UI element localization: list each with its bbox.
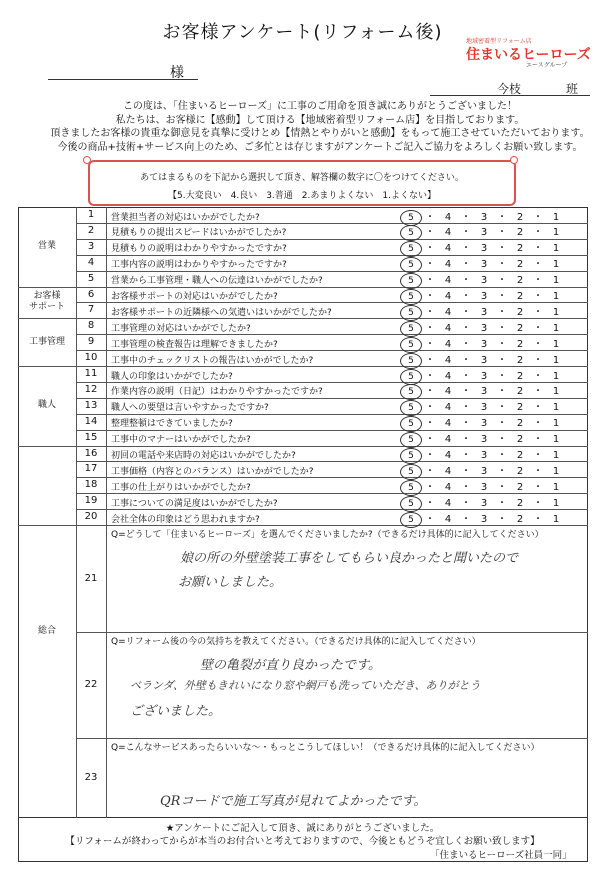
rating-option[interactable]: 1 (552, 450, 560, 461)
rating-separator: ・ (425, 259, 435, 271)
handwritten-answer: ベランダ、外壁もきれいになり窓や網戸も洗っていただき、ありがとう (130, 679, 481, 692)
rating-separator: ・ (461, 322, 471, 334)
rating-option[interactable]: 1 (552, 354, 560, 366)
question-text: 見積もりの説明はわかりやすかったですか? (111, 244, 287, 255)
question-number: 12 (84, 383, 98, 395)
rating-option-selected[interactable]: 5 (400, 480, 422, 496)
question-text: 会社全体の印象はどう思われますか? (111, 514, 260, 525)
rating-separator: ・ (425, 481, 435, 493)
rating-separator: ・ (425, 418, 435, 430)
rating-option-selected[interactable]: 5 (400, 353, 422, 369)
category-label-line: お客様 (33, 291, 61, 302)
rating-separator: ・ (425, 291, 435, 302)
rating-option-selected[interactable]: 5 (400, 321, 422, 337)
rating-legend: 【5.大変良い 4.良い 3.普通 2.あまりよくない 1.よくない】 (168, 191, 436, 201)
rating-separator: ・ (425, 338, 435, 350)
question-number: 19 (84, 495, 98, 507)
rating-separator: ・ (461, 418, 471, 430)
rating-separator: ・ (533, 227, 543, 239)
rating-option[interactable]: 4 (444, 434, 452, 446)
rating-option[interactable]: 4 (444, 243, 452, 255)
rating-option-selected[interactable]: 5 (400, 210, 422, 226)
rating-separator: ・ (533, 450, 543, 461)
rating-separator: ・ (533, 386, 543, 398)
footer-thanks: ★アンケートにご記入して頂き、誠にありがとうございました。 (165, 823, 440, 834)
rating-option[interactable]: 3 (480, 322, 488, 334)
rating-separator: ・ (425, 275, 435, 287)
rating-option[interactable]: 2 (516, 275, 524, 287)
question-text: 工事価格（内容とのバランス）はいかがでしたか? (111, 466, 314, 477)
rating-option-selected[interactable]: 5 (400, 384, 422, 400)
rating-option[interactable]: 3 (480, 259, 488, 271)
rating-option[interactable]: 3 (480, 465, 488, 477)
rating-option[interactable]: 3 (480, 306, 488, 318)
intro-line: この度は、「住まいるヒーローズ」に工事のご用命を頂き誠にありがとうございました！ (122, 101, 518, 112)
rating-option[interactable]: 3 (480, 513, 488, 525)
row-divider (76, 632, 588, 633)
rating-separator: ・ (497, 322, 507, 334)
question-text: 工事内容の説明はわかりやすかったですか? (111, 260, 287, 271)
open-question-text: Q=こんなサービスあったらいいな〜・もっとこうしてほしい！（できるだけ具体的に記入してください） (111, 743, 540, 753)
rating-separator: ・ (461, 227, 471, 239)
handwritten-answer: QRコードで施工写真が見れてよかったです。 (160, 794, 427, 809)
rating-option[interactable]: 1 (552, 243, 560, 255)
rating-separator: ・ (497, 465, 507, 477)
rating-separator: ・ (461, 386, 471, 398)
logo-brand: 住まいるヒーローズ (466, 47, 591, 63)
rating-option[interactable]: 4 (444, 450, 452, 461)
rating-option-selected[interactable]: 5 (400, 416, 422, 432)
rating-separator: ・ (461, 465, 471, 477)
rating-separator: ・ (425, 402, 435, 414)
rating-option[interactable]: 2 (516, 211, 524, 223)
question-text: 工事管理の検査報告は理解できましたか? (111, 339, 278, 350)
rating-separator: ・ (461, 402, 471, 414)
rating-option[interactable]: 2 (516, 434, 524, 446)
rating-option[interactable]: 2 (516, 306, 524, 318)
rating-separator: ・ (497, 402, 507, 414)
rating-separator: ・ (533, 338, 543, 350)
rating-separator: ・ (497, 497, 507, 509)
rating-option[interactable]: 3 (480, 338, 488, 350)
rating-option-selected[interactable]: 5 (400, 257, 422, 273)
rating-separator: ・ (533, 306, 543, 318)
rating-separator: ・ (533, 354, 543, 366)
rating-separator: ・ (533, 291, 543, 302)
rating-option[interactable]: 1 (552, 259, 560, 271)
rating-option[interactable]: 3 (480, 275, 488, 287)
rating-option-selected[interactable]: 5 (400, 273, 422, 289)
rating-option-selected[interactable]: 5 (400, 241, 422, 257)
rating-option[interactable]: 2 (516, 227, 524, 239)
rating-separator: ・ (461, 259, 471, 271)
intro-line: 私たちは、お客様に【感動】して頂ける【地域密着型リフォーム店】を目指しております。 (115, 114, 525, 126)
rating-option[interactable]: 1 (552, 497, 560, 509)
handwritten-answer: ございました。 (130, 704, 222, 719)
rating-option[interactable]: 1 (552, 481, 560, 493)
question-text: 営業担当者の対応はいかがでしたか? (111, 212, 260, 223)
question-number: 4 (87, 256, 95, 268)
rating-option[interactable]: 1 (552, 370, 560, 382)
rating-separator: ・ (497, 418, 507, 430)
intro-line: 今後の商品+技術+サービス向上のため、ご多忙とは存じますがアンケートご記入ご協力をよろしくお願い致します。 (57, 141, 583, 153)
rating-option[interactable]: 2 (516, 481, 524, 493)
question-number: 21 (84, 572, 98, 584)
rating-separator: ・ (497, 370, 507, 382)
rating-separator: ・ (425, 450, 435, 461)
rating-separator: ・ (497, 259, 507, 271)
rating-separator: ・ (461, 513, 471, 525)
question-number: 10 (84, 352, 98, 364)
rating-option[interactable]: 2 (516, 450, 524, 461)
rating-separator: ・ (533, 418, 543, 430)
question-text: お客様サポートの近隣様への気遣いはいかがでしたか? (111, 307, 332, 318)
rating-separator: ・ (425, 322, 435, 334)
category-label-line: 工事管理 (28, 336, 65, 347)
rating-option[interactable]: 1 (552, 465, 560, 477)
question-number: 3 (87, 240, 95, 252)
rating-separator: ・ (497, 450, 507, 461)
rating-separator: ・ (461, 481, 471, 493)
question-text: 工事中のチェックリストの報告はいかがでしたか? (111, 355, 314, 366)
rating-scale (400, 510, 566, 528)
rating-option[interactable]: 3 (480, 354, 488, 366)
rating-separator: ・ (425, 227, 435, 239)
handwritten-answer: 娘の所の外壁塗装工事をしてもらい良かったと聞いたので (180, 551, 519, 566)
rating-option[interactable]: 3 (480, 243, 488, 255)
footer-signature: 「住まいるヒーローズ社員一同」 (430, 850, 572, 861)
rating-option-selected[interactable]: 5 (400, 432, 422, 448)
rating-separator: ・ (533, 322, 543, 334)
rating-separator: ・ (461, 497, 471, 509)
rating-option[interactable]: 2 (516, 243, 524, 255)
rating-separator: ・ (533, 370, 543, 382)
rating-separator: ・ (425, 386, 435, 398)
rating-separator: ・ (533, 275, 543, 287)
question-text: 整理整頓はできていましたか? (111, 419, 233, 430)
rating-separator: ・ (425, 243, 435, 255)
rating-option[interactable]: 2 (516, 322, 524, 334)
question-number: 9 (87, 336, 95, 348)
question-text: 見積もりの提出スピードはいかがでしたか? (111, 228, 287, 239)
rating-separator: ・ (497, 386, 507, 398)
rating-option[interactable]: 3 (480, 497, 488, 509)
rating-separator: ・ (533, 481, 543, 493)
handwritten-answer: お願いしました。 (178, 575, 283, 590)
rating-separator: ・ (497, 291, 507, 302)
rating-separator: ・ (461, 370, 471, 382)
rating-separator: ・ (461, 291, 471, 302)
rating-option[interactable]: 4 (444, 497, 452, 509)
rating-option[interactable]: 4 (444, 402, 452, 414)
question-number: 5 (87, 272, 95, 284)
footer-message: 【リフォームが終わってからが本当のお付合いと考えておりますので、今後ともどうぞ宜しくお願い致します】 (65, 836, 540, 847)
question-number: 6 (87, 288, 95, 300)
category-label (18, 337, 76, 348)
category-label (18, 400, 76, 411)
rating-separator: ・ (533, 259, 543, 271)
instruction-line: あてはまるものを下記から選択して頂き、解答欄の数字に〇をつけてください。 (140, 173, 464, 183)
rating-option[interactable]: 1 (552, 402, 560, 414)
question-number: 13 (84, 399, 98, 411)
question-text: お客様サポートの対応はいかがでしたか? (111, 292, 278, 302)
question-number: 11 (84, 368, 98, 379)
rating-separator: ・ (497, 306, 507, 318)
rating-separator: ・ (533, 434, 543, 446)
rating-separator: ・ (533, 402, 543, 414)
rating-option[interactable]: 1 (552, 306, 560, 318)
rating-option[interactable]: 1 (552, 434, 560, 446)
rating-option[interactable]: 4 (444, 259, 452, 271)
rating-option[interactable]: 3 (480, 418, 488, 430)
rating-option[interactable]: 2 (516, 354, 524, 366)
rating-option[interactable]: 4 (444, 291, 452, 302)
staff-team-suffix: 班 (566, 82, 579, 96)
rating-option-selected[interactable]: 5 (400, 496, 422, 512)
rating-option[interactable]: 3 (480, 211, 488, 223)
question-number: 16 (84, 447, 98, 459)
category-label-line: 総合 (37, 626, 56, 637)
question-text: 初回の電話や来店時の対応はいかがでしたか? (111, 451, 296, 461)
staff-name: 今枝 (497, 82, 522, 96)
rating-option[interactable]: 2 (516, 291, 524, 302)
rating-option[interactable]: 4 (444, 338, 452, 350)
rating-option-selected[interactable]: 5 (400, 400, 422, 416)
rating-separator: ・ (461, 306, 471, 318)
open-question-text: Q=リフォーム後の今の気持ちを教えてください。（できるだけ具体的に記入してください） (111, 637, 481, 647)
category-label (18, 241, 76, 252)
rating-option[interactable]: 1 (552, 386, 560, 398)
category-label-line: 職人 (37, 400, 56, 411)
rating-option[interactable]: 4 (444, 306, 452, 318)
rating-option[interactable]: 1 (552, 227, 560, 239)
row-divider (76, 738, 588, 739)
rating-option[interactable]: 3 (480, 481, 488, 493)
rating-separator: ・ (497, 211, 507, 223)
question-number: 7 (87, 304, 95, 316)
rating-option-selected[interactable]: 5 (400, 464, 422, 480)
category-label-line: サポート (28, 302, 65, 313)
open-question-text: Q=どうして「住まいるヒーローズ」を選んでくださいましたか?（できるだけ具体的に記入してください） (111, 530, 544, 540)
rating-option[interactable]: 4 (444, 481, 452, 493)
rating-separator: ・ (425, 465, 435, 477)
rating-option[interactable]: 2 (516, 259, 524, 271)
question-number: 20 (84, 511, 98, 523)
rating-separator: ・ (497, 513, 507, 525)
rating-option[interactable]: 4 (444, 370, 452, 382)
rating-option-selected[interactable]: 5 (400, 369, 422, 385)
rating-option[interactable]: 1 (552, 513, 560, 525)
rating-separator: ・ (425, 434, 435, 446)
rating-separator: ・ (461, 354, 471, 366)
rating-option[interactable]: 1 (552, 338, 560, 350)
rating-option[interactable]: 3 (480, 227, 488, 239)
rating-separator: ・ (425, 306, 435, 318)
rating-option-selected[interactable]: 5 (400, 225, 422, 241)
rating-option[interactable]: 2 (516, 386, 524, 398)
rating-option[interactable]: 2 (516, 513, 524, 525)
category-label-line: 営業 (37, 241, 56, 252)
rating-separator: ・ (533, 497, 543, 509)
rating-separator: ・ (497, 354, 507, 366)
rating-option[interactable]: 1 (552, 418, 560, 430)
rating-option[interactable]: 1 (552, 275, 560, 287)
question-number: 15 (84, 431, 98, 443)
rating-separator: ・ (461, 338, 471, 350)
rating-separator: ・ (497, 275, 507, 287)
question-text: 職人の印象はいかがでしたか? (111, 371, 233, 382)
rating-option[interactable]: 4 (444, 354, 452, 366)
question-number: 17 (84, 463, 98, 475)
rating-option[interactable]: 2 (516, 497, 524, 509)
rating-option[interactable]: 4 (444, 418, 452, 430)
rating-option[interactable]: 3 (480, 450, 488, 461)
rating-option[interactable]: 1 (552, 322, 560, 334)
question-number: 2 (87, 224, 95, 236)
rating-separator: ・ (425, 513, 435, 525)
question-text: 工事についての満足度はいかがでしたか? (111, 498, 278, 509)
question-number: 18 (84, 479, 98, 491)
rating-option[interactable]: 4 (444, 275, 452, 287)
rating-option[interactable]: 4 (444, 322, 452, 334)
rating-option[interactable]: 3 (480, 434, 488, 446)
rating-separator: ・ (497, 481, 507, 493)
question-number: 1 (87, 209, 95, 220)
rating-separator: ・ (425, 211, 435, 223)
intro-line: 頂きましたお客様の貴重な御意見を真摯に受けとめ【情熱とやりがいと感動】をもって施工させていただいております。 (50, 128, 590, 139)
rating-option[interactable]: 2 (516, 370, 524, 382)
rating-option-selected[interactable]: 5 (400, 305, 422, 321)
rating-option[interactable]: 2 (516, 402, 524, 414)
rating-separator: ・ (461, 243, 471, 255)
customer-honorific: 様 (170, 65, 184, 81)
rating-option[interactable]: 3 (480, 370, 488, 382)
category-label (18, 626, 76, 637)
rating-option[interactable]: 1 (552, 211, 560, 223)
rating-separator: ・ (425, 497, 435, 509)
rating-option-selected[interactable]: 5 (400, 512, 422, 528)
logo-tagline: 地域密着型リフォーム店 (466, 38, 532, 45)
rating-separator: ・ (461, 450, 471, 461)
rating-separator: ・ (533, 243, 543, 255)
rating-option[interactable]: 4 (444, 211, 452, 223)
question-text: 職人への要望は言いやすかったですか? (111, 403, 269, 414)
rating-option-selected[interactable]: 5 (400, 337, 422, 353)
page-title: お客様アンケート(リフォーム後) (162, 22, 443, 43)
rating-option[interactable]: 3 (480, 386, 488, 398)
question-text: 営業から工事管理・職人への伝達はいかがでしたか? (111, 276, 323, 287)
rating-option[interactable]: 1 (552, 291, 560, 302)
rating-separator: ・ (533, 513, 543, 525)
rating-option[interactable]: 4 (444, 386, 452, 398)
rating-separator: ・ (497, 227, 507, 239)
rating-separator: ・ (461, 211, 471, 223)
handwritten-answer: 壁の亀裂が直り良かったです。 (200, 658, 381, 673)
question-number: 22 (84, 679, 98, 690)
question-text: 工事中のマナーはいかがでしたか? (111, 435, 251, 446)
question-number: 8 (87, 320, 95, 332)
rating-separator: ・ (497, 243, 507, 255)
rating-separator: ・ (533, 211, 543, 223)
category-label (18, 291, 76, 313)
rating-separator: ・ (497, 338, 507, 350)
rating-option[interactable]: 2 (516, 418, 524, 430)
rating-option-selected[interactable]: 5 (400, 448, 422, 464)
rating-option[interactable]: 3 (480, 402, 488, 414)
rating-separator: ・ (461, 275, 471, 287)
question-number: 14 (84, 415, 98, 427)
question-number: 23 (84, 772, 98, 783)
rating-option[interactable]: 3 (480, 291, 488, 302)
rating-option[interactable]: 2 (516, 338, 524, 350)
rating-option-selected[interactable]: 5 (400, 289, 422, 305)
table-divider (106, 207, 107, 818)
rating-option[interactable]: 4 (444, 513, 452, 525)
rating-separator: ・ (533, 465, 543, 477)
question-text: 作業内容の説明（日記）はわかりやすかったですか? (111, 387, 323, 398)
rating-option[interactable]: 4 (444, 227, 452, 239)
rating-separator: ・ (497, 434, 507, 446)
rating-separator: ・ (461, 434, 471, 446)
question-text: 工事管理の対応はいかがでしたか? (111, 323, 251, 334)
rating-separator: ・ (425, 354, 435, 366)
rating-option[interactable]: 4 (444, 465, 452, 477)
question-text: 工事の仕上がりはいかがでしたか? (111, 482, 251, 493)
rating-separator: ・ (425, 370, 435, 382)
logo-group: エースグループ (526, 62, 568, 69)
rating-option[interactable]: 2 (516, 465, 524, 477)
